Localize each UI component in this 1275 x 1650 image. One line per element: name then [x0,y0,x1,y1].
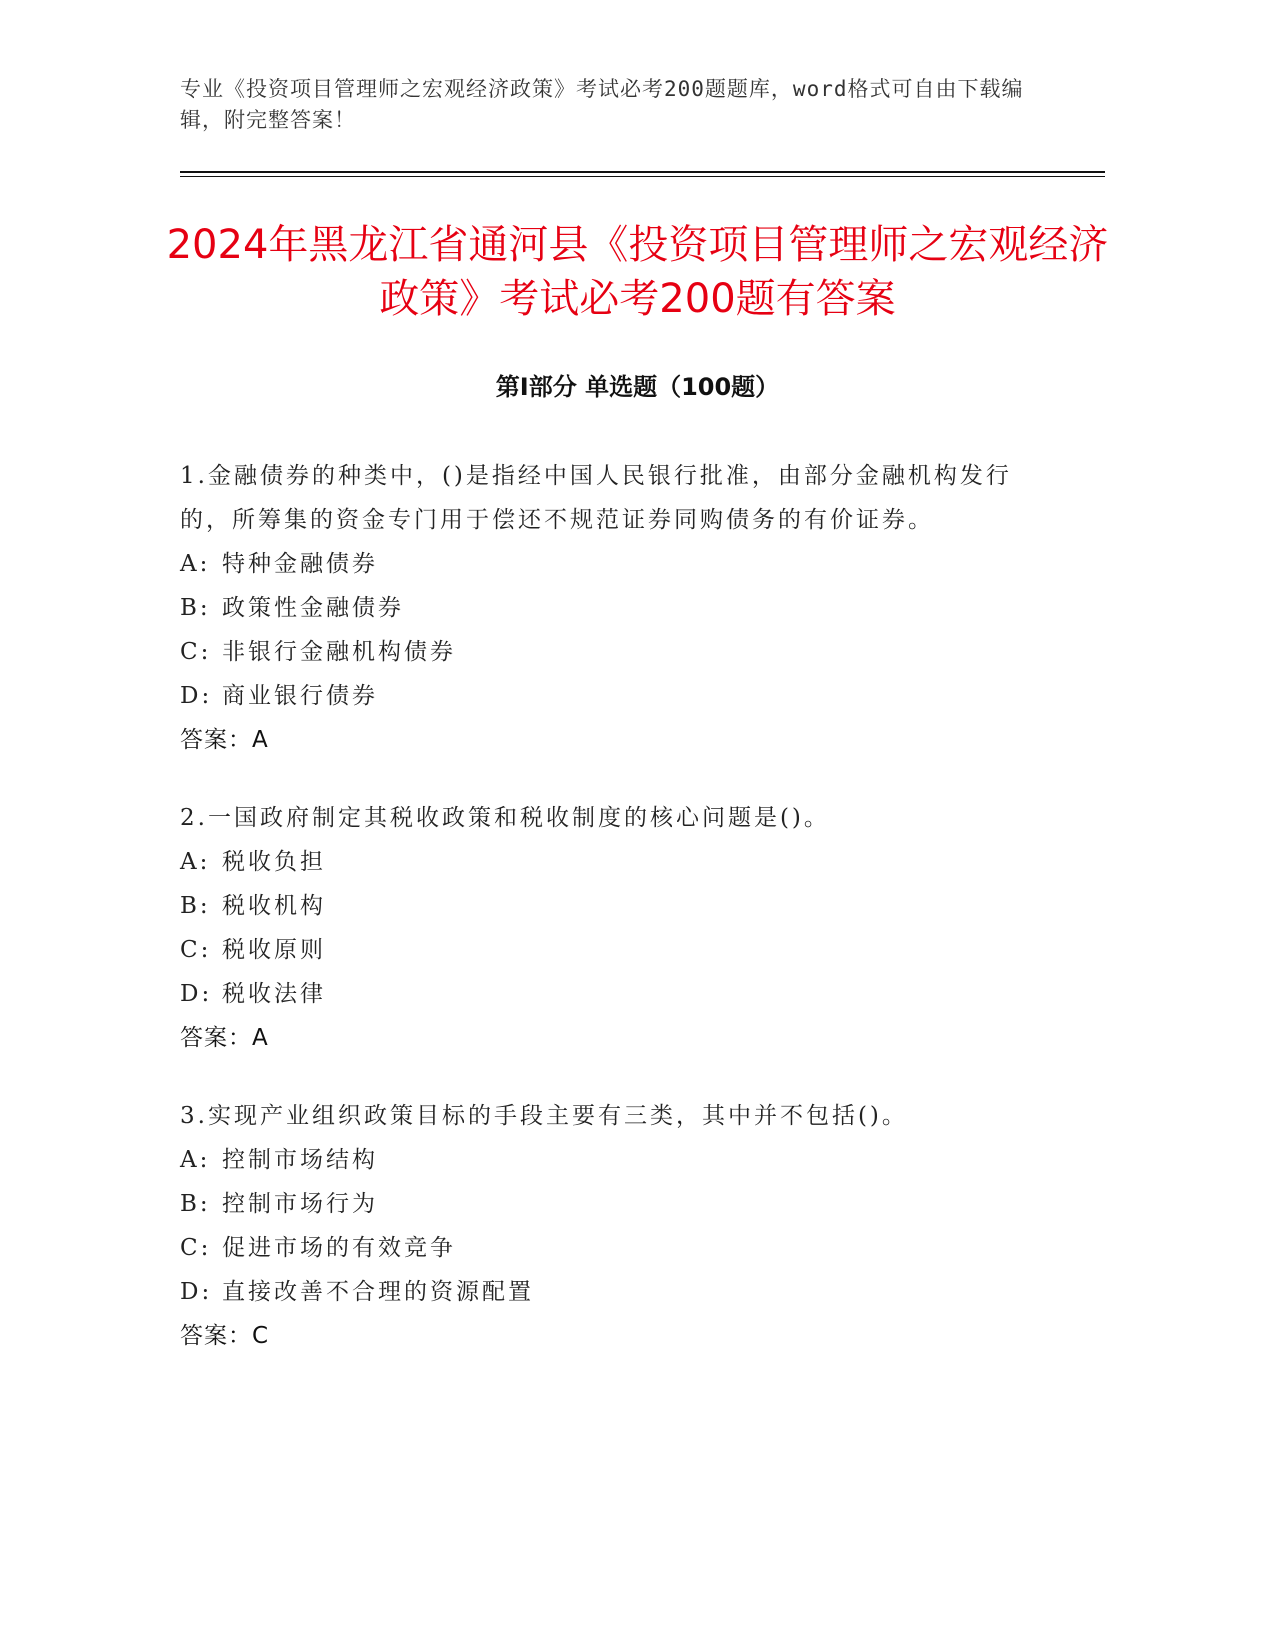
option-b [180,586,1040,630]
question-stem: 2.一国政府制定其税收政策和税收制度的核心问题是()。 [180,805,830,831]
option-b [180,1182,1040,1226]
question-list [180,454,1040,1392]
option-text: 税收法律 [222,981,326,1007]
answer-label: 答案： [180,1025,252,1051]
option-letter: C: [180,1235,212,1261]
option-a [180,840,1040,884]
option-letter: D: [180,981,213,1007]
question-stem: 3.实现产业组织政策目标的手段主要有三类，其中并不包括()。 [180,1103,908,1129]
option-a [180,542,1040,586]
answer-value: A [252,1025,269,1051]
option-letter: A: [180,849,211,875]
option-letter: B: [180,595,211,621]
document-title: 2024年黑龙江省通河县《投资项目管理师之宏观经济政策》考试必考200题有答案 [166,222,1109,322]
option-text: 政策性金融债券 [222,595,404,621]
option-c [180,1226,1040,1270]
question-stem: 1.金融债券的种类中，()是指经中国人民银行批准，由部分金融机构发行的，所筹集的资金专门用于偿还不规范证券同购债务的有价证券。 [180,463,1012,533]
header-note: 专业《投资项目管理师之宏观经济政策》考试必考200题题库，word格式可自由下载编辑，附完整答案！ [180,77,1024,132]
answer-label: 答案： [180,1323,252,1349]
question-2 [180,796,1040,1060]
answer-line [180,1314,1040,1358]
option-d [180,674,1040,718]
option-text: 控制市场行为 [222,1191,378,1217]
section-heading: 第Ⅰ部分 单选题（100题） [495,373,780,401]
option-letter: A: [180,551,211,577]
option-d [180,972,1040,1016]
option-text: 税收负担 [222,849,326,875]
question-3 [180,1094,1040,1358]
option-text: 促进市场的有效竞争 [222,1235,456,1261]
option-b [180,884,1040,928]
header-divider-thin [180,176,1105,177]
option-letter: A: [180,1147,211,1173]
answer-value: C [252,1323,270,1349]
option-letter: C: [180,937,212,963]
option-letter: B: [180,1191,211,1217]
option-text: 直接改善不合理的资源配置 [222,1279,534,1305]
option-d [180,1270,1040,1314]
option-a [180,1138,1040,1182]
option-letter: D: [180,683,213,709]
option-text: 税收机构 [222,893,326,919]
question-1 [180,454,1040,762]
option-text: 税收原则 [222,937,326,963]
header-divider-thick [180,171,1105,173]
option-c [180,630,1040,674]
option-text: 非银行金融机构债券 [222,639,456,665]
option-text: 特种金融债券 [222,551,378,577]
option-letter: D: [180,1279,213,1305]
option-text: 控制市场结构 [222,1147,378,1173]
answer-value: A [252,727,269,753]
option-letter: C: [180,639,212,665]
option-letter: B: [180,893,211,919]
answer-line [180,1016,1040,1060]
option-text: 商业银行债券 [222,683,378,709]
option-c [180,928,1040,972]
answer-line [180,718,1040,762]
answer-label: 答案： [180,727,252,753]
